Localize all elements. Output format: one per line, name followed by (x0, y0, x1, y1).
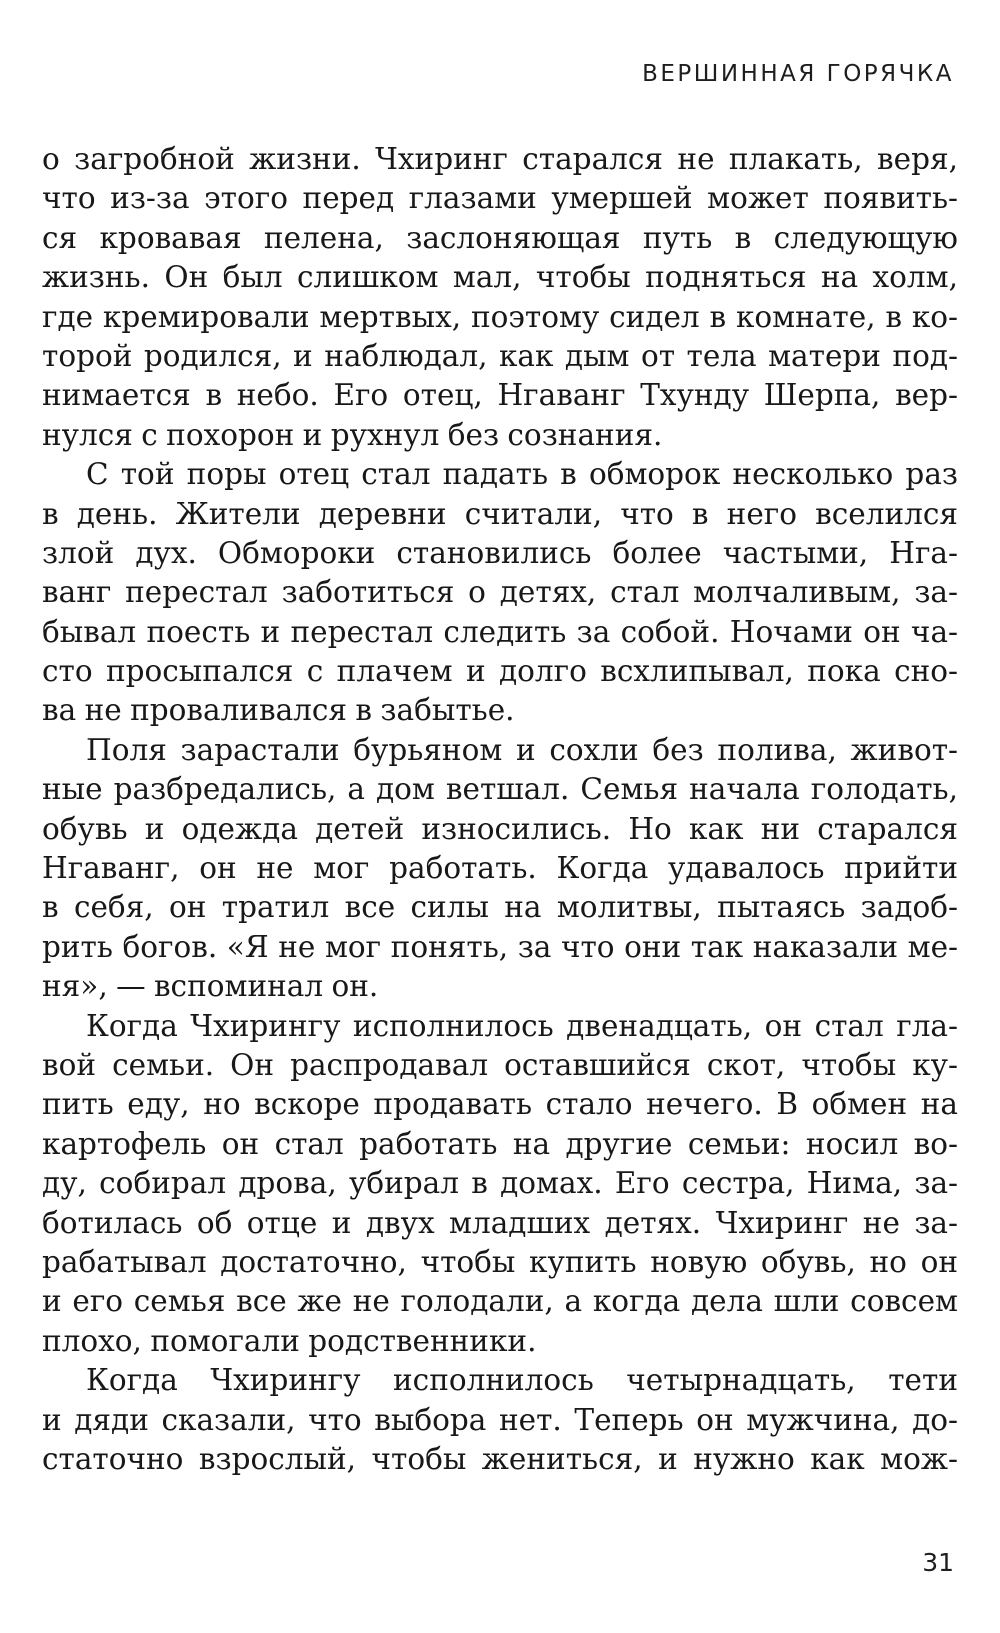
text-line: что из-за этого перед глазами умершей может появить- (42, 181, 958, 216)
text-line: где кремировали мертвых, поэтому сидел в комнате, в ко- (42, 299, 958, 334)
text-line: ные разбредались, а дом ветшал. Семья начала голодать, (42, 772, 958, 807)
text-line: картофель он стал работать на другие семьи: носил во- (42, 1126, 958, 1161)
text-line: и дяди сказали, что выбора нет. Теперь он мужчина, до- (42, 1402, 958, 1437)
paragraph (42, 455, 958, 731)
text-line: жизнь. Он был слишком мал, чтобы подняться на холм, (42, 260, 958, 295)
paragraph (42, 1361, 958, 1479)
body-text (42, 140, 958, 1479)
text-line: С той поры отец стал падать в обморок несколько раз (86, 457, 958, 492)
text-line: о загробной жизни. Чхиринг старался не плакать, веря, (42, 142, 958, 176)
text-line: злой дух. Обмороки становились более частыми, Нга- (42, 535, 958, 570)
text-line: ду, собирал дрова, убирал в домах. Его сестра, Нима, за- (42, 1166, 958, 1201)
text-line: нулся с похорон и рухнул без сознания. (42, 417, 663, 452)
text-line: ня», — вспоминал он. (42, 969, 379, 1004)
text-line: ся кровавая пелена, заслоняющая путь в следующую (42, 220, 958, 255)
text-line: ва не проваливался в забытье. (42, 693, 515, 728)
text-line: рабатывал достаточно, чтобы купить новую обувь, но он (42, 1244, 958, 1279)
text-line: пить еду, но вскоре продавать стало нечего. В обмен на (42, 1087, 958, 1122)
text-line: ботилась об отце и двух младших детях. Чхиринг не за- (42, 1205, 958, 1240)
paragraph (42, 731, 958, 1007)
text-line: статочно взрослый, чтобы жениться, и нужно как мож- (42, 1441, 958, 1476)
text-line: Когда Чхирингу исполнилось двенадцать, он стал гла- (86, 1008, 958, 1043)
text-line: сто просыпался с плачем и долго всхлипывал, пока сно- (42, 654, 958, 689)
text-line: обувь и одежда детей износились. Но как ни старался (42, 811, 958, 846)
text-line: бывал поесть и перестал следить за собой. Ночами он ча- (42, 614, 958, 649)
text-line: в день. Жители деревни считали, что в него вселился (42, 496, 958, 531)
text-line: Когда Чхирингу исполнилось четырнадцать, тети (86, 1363, 958, 1398)
text-line: торой родился, и наблюдал, как дым от тела матери под- (42, 338, 958, 373)
text-line: вой семьи. Он распродавал оставшийся скот, чтобы ку- (42, 1047, 958, 1082)
text-line: Нгаванг, он не мог работать. Когда удавалось прийти (42, 851, 958, 886)
paragraph (42, 140, 958, 455)
text-line: и его семья все же не голодали, а когда дела шли совсем (42, 1284, 958, 1319)
text-line: плохо, помогали родственники. (42, 1323, 537, 1358)
text-line: ванг перестал заботиться о детях, стал молчаливым, за- (42, 575, 958, 610)
text-line: Поля зарастали бурьяном и сохли без полива, живот- (86, 732, 958, 767)
text-line: в себя, он тратил все силы на молитвы, пытаясь задоб- (42, 890, 958, 925)
text-line: нимается в небо. Его отец, Нгаванг Тхунду Шерпа, вер- (42, 378, 958, 413)
running-head: ВЕРШИННАЯ ГОРЯЧКА (642, 61, 954, 87)
paragraph (42, 1007, 958, 1362)
page-number: 31 (922, 1548, 954, 1577)
text-line: рить богов. «Я не мог понять, за что они так наказали ме- (42, 929, 958, 964)
